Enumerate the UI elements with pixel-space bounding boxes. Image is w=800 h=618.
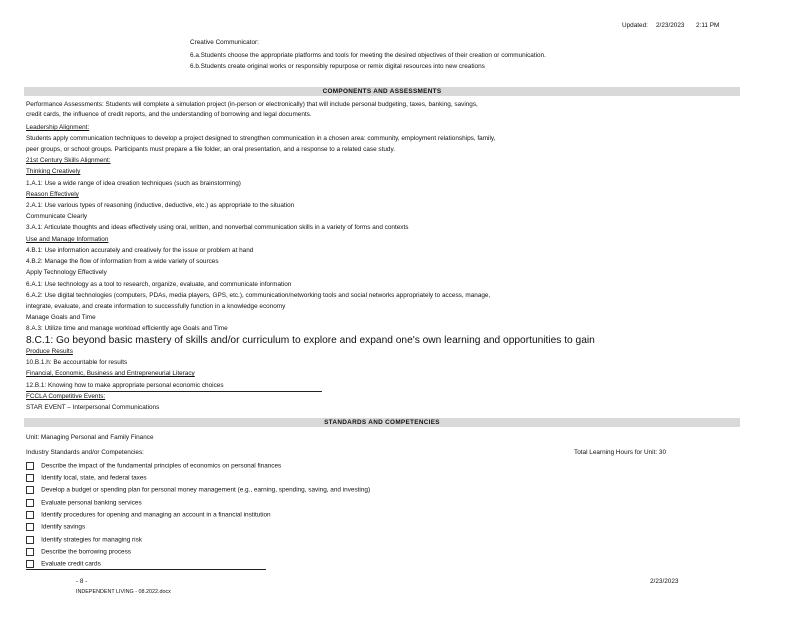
checkbox-icon bbox=[26, 486, 34, 494]
standards-band bbox=[24, 418, 740, 427]
competency-text: Identify savings bbox=[41, 523, 86, 531]
standard-6-a-2: 6.A.2: Use digital technologies (computers, PDAs, media players, GPS, etc.), communication/networking tools and social networks appropriately to access, manage, bbox=[26, 292, 491, 299]
competency-item bbox=[26, 536, 142, 545]
century-heading: 21st Century Skills Alignment: bbox=[26, 157, 111, 164]
updated-time: 2:11 PM bbox=[696, 22, 720, 29]
competency-item bbox=[26, 462, 281, 471]
thinking-heading: Thinking Creatively bbox=[26, 168, 81, 175]
competency-item bbox=[26, 560, 101, 569]
unit-line: Unit: Managing Personal and Family Finance bbox=[26, 434, 154, 441]
standard-4-b-1: 4.B.1: Use information accurately and creatively for the issue or problem at hand bbox=[26, 247, 254, 254]
manage-goals-heading: Manage Goals and Time bbox=[26, 314, 96, 321]
list-end-rule bbox=[26, 569, 266, 570]
competency-item bbox=[26, 499, 142, 508]
fccla-heading: FCCLA Competitive Events: bbox=[26, 393, 106, 400]
apply-heading: Apply Technology Effectively bbox=[26, 269, 107, 276]
leadership-line-1: Students apply communication techniques to develop a project designed to strengthen communication in a chosen area: community, employment relationships, family, bbox=[26, 135, 496, 142]
standard-4-b-2: 4.B.2: Manage the flow of information from a wide variety of sources bbox=[26, 258, 219, 265]
checkbox-icon bbox=[26, 536, 34, 544]
standard-10-b-1: 10.B.1.h: Be accountable for results bbox=[26, 359, 128, 366]
leadership-line-2: peer groups, or school groups. Participants must prepare a file folder, an oral presentation, and a response to a related case study. bbox=[26, 146, 395, 153]
communicate-heading: Communicate Clearly bbox=[26, 213, 88, 220]
competency-text: Describe the impact of the fundamental principles of economics on personal finances bbox=[41, 462, 282, 470]
checkbox-icon bbox=[26, 523, 34, 531]
performance-line-2: credit cards, the influence of credit reports, and the understanding of borrowing and legal documents. bbox=[26, 111, 312, 118]
competency-item bbox=[26, 523, 85, 532]
standard-1-a-1: 1.A.1: Use a wide range of idea creation techniques (such as brainstorming) bbox=[26, 180, 241, 187]
checkbox-icon bbox=[26, 548, 34, 556]
divider-rule bbox=[26, 391, 322, 392]
total-hours: Total Learning Hours for Unit: 30 bbox=[574, 449, 667, 456]
competency-item bbox=[26, 548, 131, 557]
standard-2-a-1: 2.A.1: Use various types of reasoning (inductive, deductive, etc.) as appropriate to the situation bbox=[26, 202, 295, 209]
checkbox-icon bbox=[26, 499, 34, 507]
competency-text: Describe the borrowing process bbox=[41, 548, 131, 556]
creative-line-a: 6.a.Students choose the appropriate platforms and tools for meeting the desired objectives of their creation or communication. bbox=[190, 52, 546, 59]
standard-3-a-1: 3.A.1: Articulate thoughts and ideas effectively using oral, written, and nonverbal communication skills in a variety of forms and contexts bbox=[26, 224, 409, 231]
competency-item bbox=[26, 474, 147, 483]
competency-text: Identify procedures for opening and managing an account in a financial institution bbox=[41, 511, 271, 519]
checkbox-icon bbox=[26, 511, 34, 519]
creative-line-b: 6.b.Students create original works or responsibly repurpose or remix digital resources into new creations bbox=[190, 63, 485, 70]
use-manage-heading: Use and Manage Information bbox=[26, 236, 109, 243]
standards-band-title: STANDARDS AND COMPETENCIES bbox=[324, 419, 440, 426]
creative-heading: Creative Communicator: bbox=[190, 39, 259, 46]
competency-text: Identify local, state, and federal taxes bbox=[41, 474, 147, 482]
competency-text: Evaluate personal banking services bbox=[41, 499, 142, 507]
leadership-heading: Leadership Alignment: bbox=[26, 124, 90, 131]
footer-page-number: - 8 - bbox=[76, 578, 88, 585]
checkbox-icon bbox=[26, 462, 34, 470]
checkbox-icon bbox=[26, 474, 34, 482]
star-event: STAR EVENT – Interpersonal Communications bbox=[26, 404, 160, 411]
competency-text: Identify strategies for managing risk bbox=[41, 536, 142, 544]
literacy-heading: Financial, Economic, Business and Entrepreneurial Literacy bbox=[26, 370, 195, 377]
competency-text: Develop a budget or spending plan for personal money management (e.g., earning, spending, saving, and investing) bbox=[41, 486, 371, 494]
footer-doc-name: INDEPENDENT LIVING - 08.2022.docx bbox=[76, 589, 171, 595]
produce-heading: Produce Results bbox=[26, 348, 73, 355]
competency-item bbox=[26, 486, 370, 495]
standard-6-a-2-cont: integrate, evaluate, and create information to successfully function in a knowledge economy bbox=[26, 303, 286, 310]
components-band bbox=[24, 87, 740, 96]
reason-heading: Reason Effectively bbox=[26, 191, 79, 198]
footer-date: 2/23/2023 bbox=[650, 578, 679, 585]
checkbox-icon bbox=[26, 560, 34, 568]
competency-text: Evaluate credit cards bbox=[41, 560, 101, 568]
industry-line: Industry Standards and/or Competencies: bbox=[26, 449, 144, 456]
standard-8-c-1: 8.C.1: Go beyond basic mastery of skills and/or curriculum to explore and expand one's own learning and opportunities to gain bbox=[26, 335, 595, 346]
competency-item bbox=[26, 511, 271, 520]
standard-12-b-1: 12.B.1: Knowing how to make appropriate personal economic choices bbox=[26, 382, 224, 389]
performance-line-1: Performance Assessments: Students will complete a simulation project (in-person or electronically) that will include personal budgeting, taxes, banking, savings, bbox=[26, 101, 478, 108]
updated-label: Updated: bbox=[622, 22, 648, 29]
standard-8-a-3: 8.A.3: Utilize time and manage workload efficiently age Goals and Time bbox=[26, 325, 228, 332]
standard-6-a-1: 6.A.1: Use technology as a tool to research, organize, evaluate, and communicate information bbox=[26, 281, 292, 288]
updated-date: 2/23/2023 bbox=[656, 22, 685, 29]
components-band-title: COMPONENTS AND ASSESSMENTS bbox=[322, 88, 442, 95]
